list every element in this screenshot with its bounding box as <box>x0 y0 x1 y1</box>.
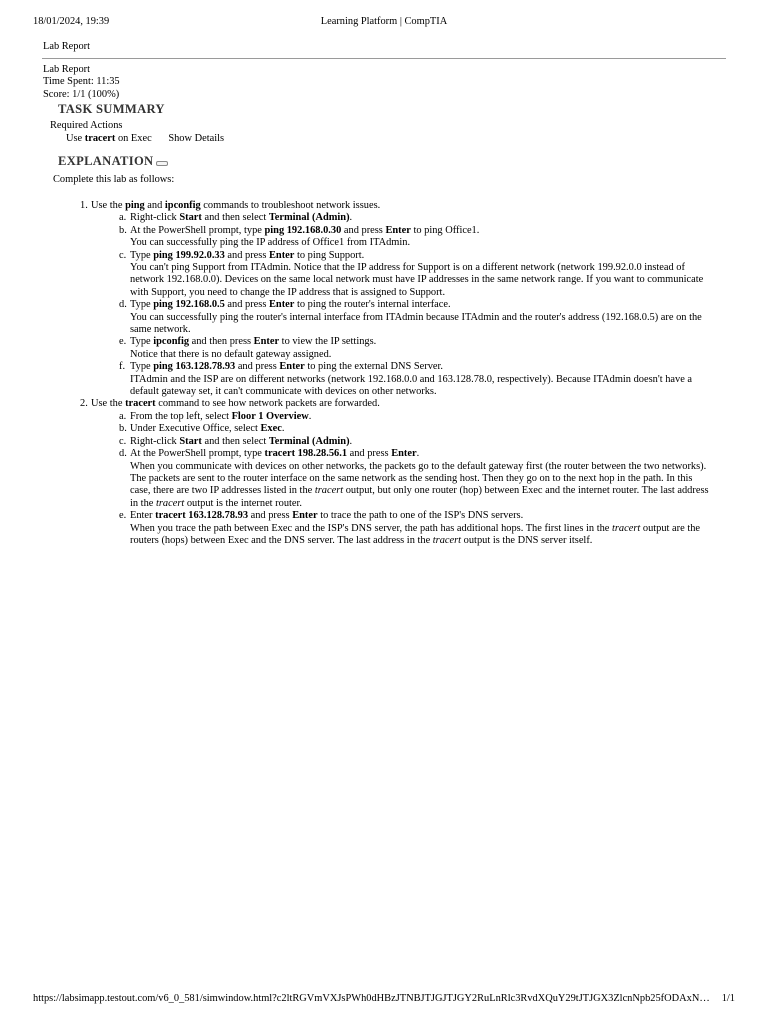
step-text: and press <box>224 299 269 311</box>
step-text: Use the <box>91 200 126 211</box>
time-spent: Time Spent: 11:35 <box>43 76 120 88</box>
command: ping 192.168.0.5 <box>153 299 225 311</box>
step-text: Type <box>130 361 154 373</box>
step-text: . <box>308 410 312 422</box>
step-text: Right-click <box>130 212 180 224</box>
step-text: to ping the external DNS Server. <box>304 361 444 373</box>
print-footer <box>33 993 735 1007</box>
step-text: and press <box>224 249 269 261</box>
step-2 <box>0 398 768 410</box>
command: Exec <box>260 423 282 435</box>
action-text-post: on Exec <box>115 133 152 144</box>
step-text: to ping Office1. <box>410 224 480 236</box>
collapse-toggle-icon[interactable] <box>156 161 168 166</box>
step-text: and then select <box>201 435 269 447</box>
substep-letter: d. <box>119 448 127 460</box>
command: Start <box>179 435 202 447</box>
note-text: When you communicate with devices on other networks, the packets go to the default gateway first (the router between the two networks). The packets are sent to the router interface on the same network as the sending host. Then they go on to the next hop in the path. In this case, there are two IP addresses listed in the <box>130 460 707 497</box>
meta-heading: Lab Report <box>43 64 91 75</box>
divider <box>42 58 726 59</box>
print-url: https://labsimapp.testout.com/v6_0_581/simwindow.html?c2ltRGVmVXJsPWh0dHBzJTNBJTJGJTJGY2RuLnRlc3RvdXQuY29tJTJGX3ZlcnNpb25fODAxN… <box>33 993 710 1004</box>
note-text: output is the internet router. <box>184 497 303 509</box>
step-text: and press <box>248 510 293 522</box>
step-text: Under Executive Office, select <box>130 423 261 435</box>
step-text: Type <box>130 299 154 311</box>
step-text: . <box>281 423 285 435</box>
required-action-item <box>66 133 224 145</box>
command: tracert 163.128.78.93 <box>155 510 249 522</box>
action-command: tracert <box>84 133 116 144</box>
command: Enter <box>292 510 318 522</box>
step-text: Use the <box>91 398 126 410</box>
substep-letter: c. <box>119 249 127 261</box>
step-text: Right-click <box>130 435 180 447</box>
step-text: and <box>144 200 165 211</box>
step-1 <box>0 200 768 212</box>
command-italic: tracert <box>612 522 641 534</box>
substep-letter: c. <box>119 435 127 447</box>
step-text: and then press <box>189 336 254 348</box>
step-text: to ping Support. <box>294 249 365 261</box>
substep-note <box>0 461 768 511</box>
substep-2d <box>0 448 768 460</box>
step-text: . <box>349 212 353 224</box>
substep-2a <box>0 411 768 423</box>
substep-letter: e. <box>119 510 127 522</box>
command: Floor 1 Overview <box>231 410 309 422</box>
task-summary-heading: TASK SUMMARY <box>58 102 165 116</box>
substep-letter: e. <box>119 336 127 348</box>
step-text: Type <box>130 336 154 348</box>
action-text-pre: Use <box>66 133 85 144</box>
step-text: Enter <box>130 510 156 522</box>
report-meta <box>43 64 120 101</box>
page-number: 1/1 <box>721 993 735 1004</box>
print-header <box>33 16 735 30</box>
explanation-title: EXPLANATION <box>58 154 154 168</box>
step-text: and press <box>347 448 392 460</box>
command-italic: tracert <box>432 534 462 546</box>
substep-note: ITAdmin and the ISP are on different networks (network 192.168.0.0 and 163.128.78.0, respectively). Because ITAdmin doesn't have a default gateway set, it can't communicate with devices on other networks. <box>130 373 693 398</box>
command-italic: tracert <box>155 497 185 509</box>
show-details-link[interactable]: Show Details <box>168 133 225 144</box>
step-text: Type <box>130 249 154 261</box>
command: tracert <box>125 398 156 410</box>
substep-letter: d. <box>119 299 127 311</box>
step-text: From the top left, select <box>130 410 232 422</box>
command: ping 199.92.0.33 <box>153 249 225 261</box>
substep-note <box>0 523 768 548</box>
required-actions-title: Required Actions <box>50 120 123 131</box>
command: ipconfig <box>153 336 190 348</box>
command: ping <box>125 200 145 211</box>
step-text: and press <box>341 224 386 236</box>
substep-letter: b. <box>119 423 127 435</box>
step-text: to trace the path to one of the ISP's DNS servers. <box>317 510 524 522</box>
substep-note: You can successfully ping the IP address of Office1 from ITAdmin. <box>130 237 411 249</box>
substep-1c <box>0 250 768 262</box>
substep-note: Notice that there is no default gateway assigned. <box>130 348 332 360</box>
substep-1f <box>0 361 768 373</box>
substep-1a <box>0 212 768 224</box>
command: ping 163.128.78.93 <box>153 361 236 373</box>
note-text: When you trace the path between Exec and the ISP's DNS server, the path has additional hops. The first lines in the <box>130 522 612 534</box>
explanation-heading <box>58 155 168 167</box>
command: ping 192.168.0.30 <box>264 224 342 236</box>
substep-1e <box>0 336 768 348</box>
step-text: At the PowerShell prompt, type <box>130 448 265 460</box>
step-text: At the PowerShell prompt, type <box>130 224 265 236</box>
step-text: to ping the router's internal interface. <box>294 299 451 311</box>
substep-2b <box>0 423 768 435</box>
step-text: to view the IP settings. <box>279 336 377 348</box>
substep-note: You can't ping Support from ITAdmin. Notice that the IP address for Support is on a different network (network 199.92.0.0 instead of network 192.168.0.0). Devices on the same local network must have IP addresses in the same network range. If you want to communicate with Support, you need to change the IP address that is assigned to Support. <box>130 262 704 298</box>
command: Enter <box>385 224 411 236</box>
substep-letter: f. <box>119 361 126 373</box>
command: ipconfig <box>164 200 201 211</box>
score: Score: 1/1 (100%) <box>43 88 120 100</box>
command: Enter <box>253 336 280 348</box>
substep-note: You can successfully ping the router's internal interface from ITAdmin because ITAdmin and the router's address (192.168.0.5) are on the same network. <box>130 311 702 336</box>
substep-letter: a. <box>119 212 127 224</box>
step-text: . <box>349 435 353 447</box>
command: Terminal (Admin) <box>268 212 350 224</box>
command: Enter <box>279 361 305 373</box>
command: Enter <box>268 249 295 261</box>
command: Terminal (Admin) <box>268 435 350 447</box>
command: Start <box>179 212 202 224</box>
step-text: and press <box>235 361 280 373</box>
substep-letter: b. <box>119 224 127 236</box>
command-italic: tracert <box>314 485 344 497</box>
steps-list <box>0 200 768 547</box>
report-label: Lab Report <box>43 41 91 52</box>
note-text: output, but only one router (hop) between Exec and the internet router. The last address in the <box>130 485 709 509</box>
step-text: and then select <box>201 212 269 224</box>
step-text: command to see how network packets are forwarded. <box>155 398 380 410</box>
command: Enter <box>268 299 295 311</box>
substep-1d <box>0 299 768 311</box>
explanation-intro: Complete this lab as follows: <box>53 174 175 185</box>
note-text: output is the DNS server itself. <box>461 534 593 546</box>
command: tracert 198.28.56.1 <box>264 448 348 460</box>
print-date: 18/01/2024, 19:39 <box>33 16 110 27</box>
note-text: output are the routers (hops) between Exec and the DNS server. The last address in the <box>130 522 701 546</box>
command: Enter <box>391 448 417 460</box>
substep-2e <box>0 510 768 522</box>
step-number: 1. <box>80 200 88 211</box>
step-text: commands to troubleshoot network issues. <box>200 200 381 211</box>
step-number: 2. <box>80 398 88 410</box>
print-title: Learning Platform | CompTIA <box>320 16 448 27</box>
substep-letter: a. <box>119 410 127 422</box>
substep-2c <box>0 436 768 448</box>
substep-1b <box>0 225 768 237</box>
step-text: . <box>416 448 420 460</box>
